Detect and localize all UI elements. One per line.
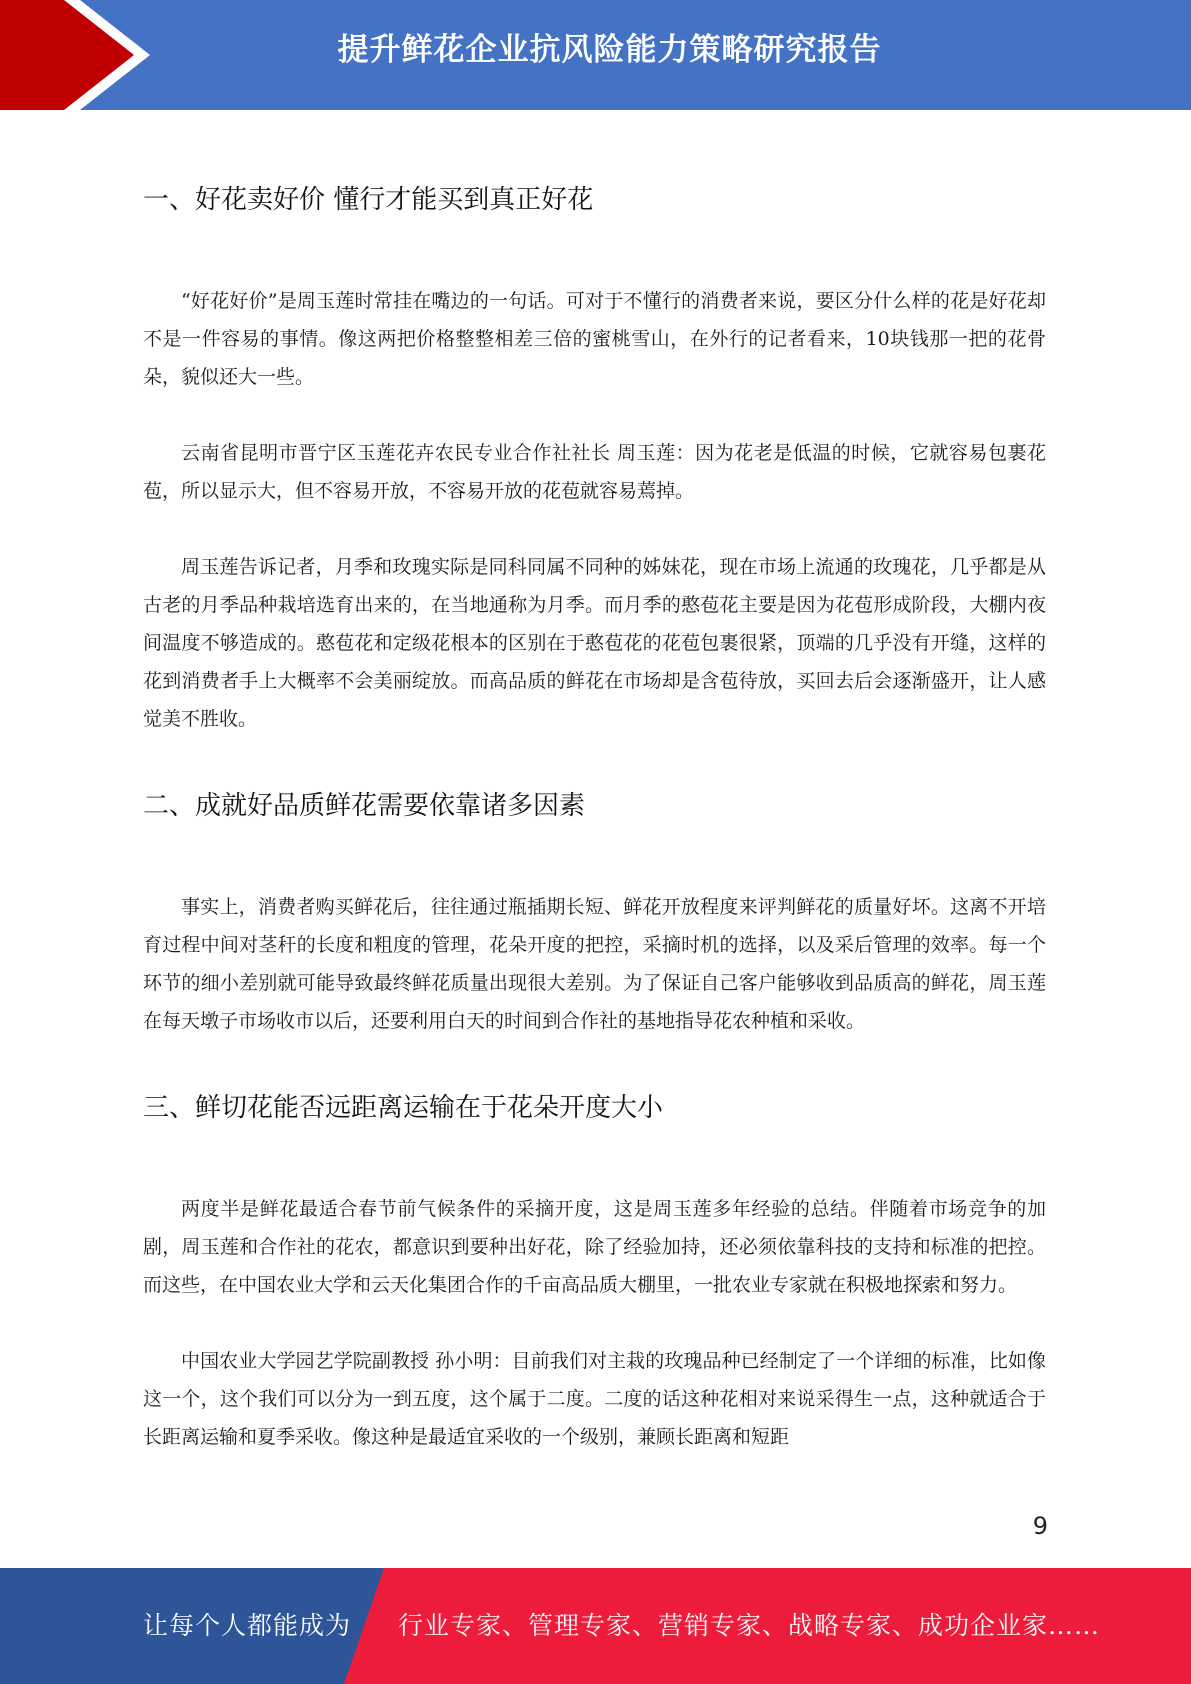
section-heading-2: 二、成就好品质鲜花需要依靠诸多因素: [143, 791, 586, 821]
footer-slogan-right: 行业专家、管理专家、营销专家、战略专家、成功企业家……: [398, 1611, 1101, 1640]
paragraph: 事实上，消费者购买鲜花后，往往通过瓶插期长短、鲜花开放程度来评判鲜花的质量好坏。这离不开培育过程中间对茎秆的长度和粗度的管理，花朵开度的把控，采摘时机的选择，以及采后管理的效率。每一个环节的细小差别就可能导致最终鲜花质量出现很大差别。为了保证自己客户能够收到品质高的鲜花，周玉莲在每天墩子市场收市以后，还要利用白天的时间到合作社的基地指导花农种植和采收。: [143, 896, 1046, 1032]
footer-bar: [0, 1568, 1191, 1684]
footer-slogan-left: 让每个人都能成为: [143, 1611, 352, 1640]
paragraph: 云南省昆明市晋宁区玉莲花卉农民专业合作社社长 周玉莲：因为花老是低温的时候，它就容易包裹花苞，所以显示大，但不容易开放，不容易开放的花苞就容易蔫掉。: [143, 442, 1046, 502]
paragraph: 两度半是鲜花最适合春节前气候条件的采摘开度，这是周玉莲多年经验的总结。伴随着市场竞争的加剧，周玉莲和合作社的花农，都意识到要种出好花，除了经验加持，还必须依靠科技的支持和标准的把控。而这些，在中国农业大学和云天化集团合作的千亩高品质大棚里，一批农业专家就在积极地探索和努力。: [143, 1198, 1046, 1296]
paragraph: 周玉莲告诉记者，月季和玫瑰实际是同科同属不同种的姊妹花，现在市场上流通的玫瑰花，几乎都是从古老的月季品种栽培选育出来的，在当地通称为月季。而月季的憨苞花主要是因为花苞形成阶段，大棚内夜间温度不够造成的。憨苞花和定级花根本的区别在于憨苞花的花苞包裹很紧，顶端的几乎没有开缝，这样的花到消费者手上大概率不会美丽绽放。而高品质的鲜花在市场却是含苞待放，买回去后会逐渐盛开，让人感觉美不胜收。: [143, 556, 1046, 730]
section-heading-1: 一、好花卖好价 懂行才能买到真正好花: [143, 185, 594, 215]
report-title: 提升鲜花企业抗风险能力策略研究报告: [337, 32, 882, 68]
paragraph: “好花好价”是周玉莲时常挂在嘴边的一句话。可对于不懂行的消费者来说，要区分什么样的花是好花却不是一件容易的事情。像这两把价格整整相差三倍的蜜桃雪山，在外行的记者看来，10块钱那一把的花骨朵，貌似还大一些。: [143, 290, 1046, 388]
section-heading-3: 三、鲜切花能否远距离运输在于花朵开度大小: [143, 1093, 664, 1123]
page-number: 9: [1032, 1512, 1048, 1540]
paragraph: 中国农业大学园艺学院副教授 孙小明：目前我们对主栽的玫瑰品种已经制定了一个详细的标准，比如像这一个，这个我们可以分为一到五度，这个属于二度。二度的话这种花相对来说采得生一点，这种就适合于长距离运输和夏季采收。像这种是最适宜采收的一个级别，兼顾长距离和短距: [143, 1350, 1046, 1448]
header-bar: [0, 0, 1191, 110]
page-content: [143, 170, 1046, 1456]
